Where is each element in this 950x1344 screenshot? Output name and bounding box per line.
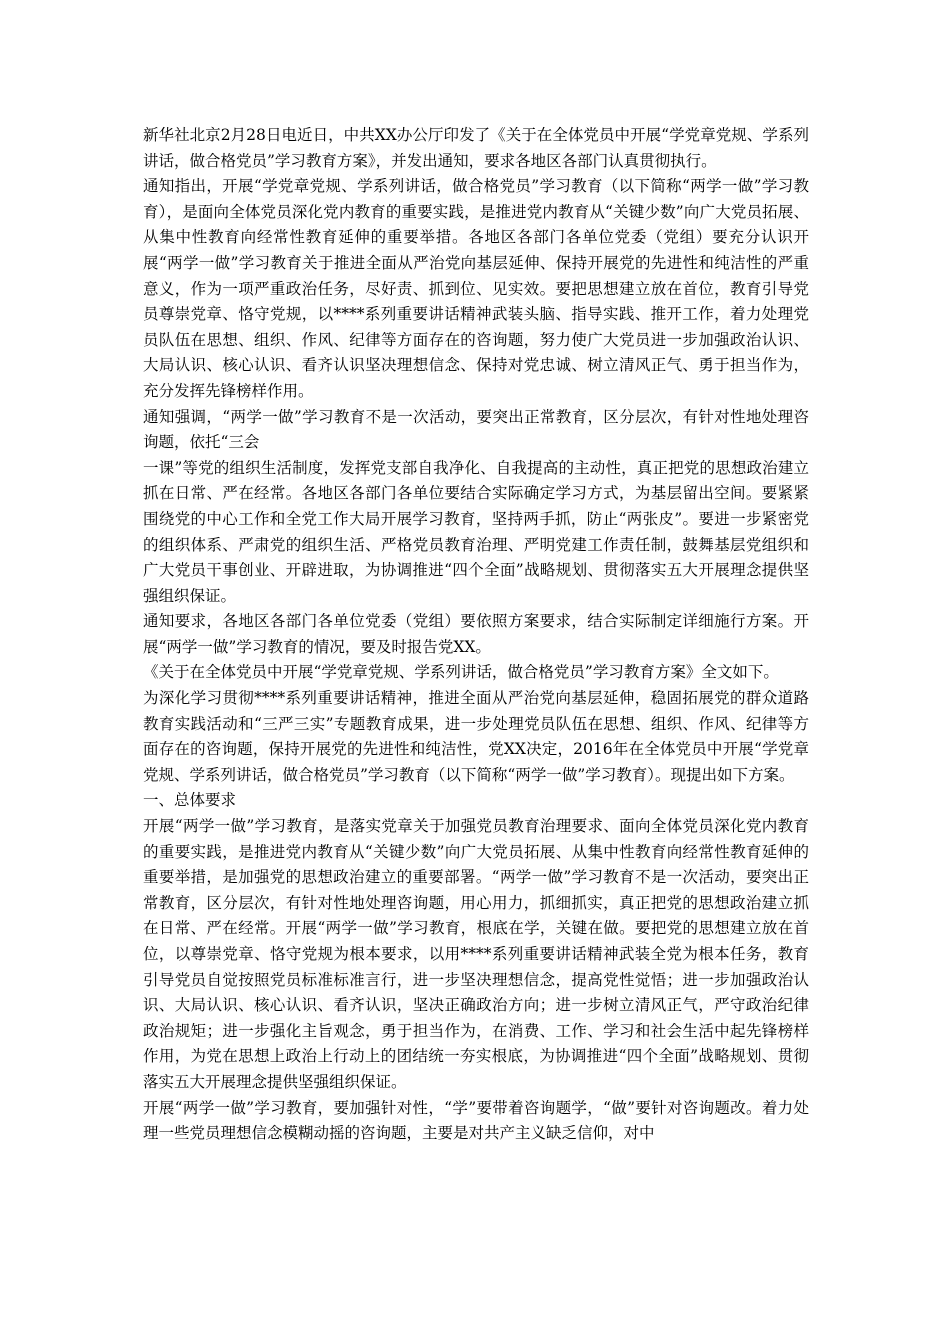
section-heading-general-requirements: 一、总体要求: [143, 791, 237, 810]
paragraph-notice-points: 通知指出，开展“学党章党规、学系列讲话，做合格党员”学习教育（以下简称“两学一做”学习教育），是面向全体党员深化党内教育的重要实践，是推进党内教育从“关键少数”向广大党员拓展、从集中性教育向经常性教育延伸的重要举措。各地区各部门各单位党委（党组）要充分认识开展“两学一做”学习教育关于推进全面从严治党向基层延伸、保持开展党的先进性和纯洁性的严重意义，作为一项严重政治任务，尽好责、抓到位、见实效。要把思想建立放在首位，教育引导党员尊崇党章、恪守党规，以****系列重要讲话精神武装头脑、指导实践、推开工作，着力处理党员队伍在思想、组织、作风、纪律等方面存在的咨询题，努力使广大党员进一步加强政治认识、大局认识、核心认识、看齐认识坚决理想信念、保持对党忠诚、树立清风正气、勇于担当作为，充分发挥先锋榜样作用。: [143, 177, 809, 400]
paragraph-general-requirements: 开展“两学一做”学习教育，是落实党章关于加强党员教育治理要求、面向全体党员深化党内教育的重要实践，是推进党内教育从“关键少数”向广大党员拓展、从集中性教育向经常性教育延伸的重要举措，是加强党的思想政治建立的重要部署。“两学一做”学习教育不是一次活动，要突出正常教育，区分层次，有针对性地处理咨询题，用心用力，抓细抓实，真正把党的思想政治建立抓在日常、严在经常。开展“两学一做”学习教育，根底在学，关键在做。要把党的思想建立放在首位，以尊崇党章、恪守党规为根本要求，以用****系列重要讲话精神武装全党为根本任务，教育引导党员自觉按照党员标准标准言行，进一步坚决理想信念，提高党性觉悟；进一步加强政治认识、大局认识、核心认识、看齐认识，坚决正确政治方向；进一步树立清风正气，严守政治纪律政治规矩；进一步强化主旨观念，勇于担当作为，在消费、工作、学习和社会生活中起先锋榜样作用，为党在思想上政治上行动上的团结统一夯实根底，为协调推进“四个全面”战略规划、贯彻落实五大开展理念提供坚强组织保证。: [143, 817, 809, 1091]
paragraph-notice-emphasis: 通知强调，“两学一做”学习教育不是一次活动，要突出正常教育，区分层次，有针对性地处理咨询题，依托“三会: [143, 407, 809, 452]
document-body: [143, 123, 809, 1147]
paragraph-plan-purpose: 为深化学习贯彻****系列重要讲话精神，推进全面从严治党向基层延伸，稳固拓展党的群众道路教育实践活动和“三严三实”专题教育成果，进一步处理党员队伍在思想、组织、作风、纪律等方面存在的咨询题，保持开展党的先进性和纯洁性，党XX决定，2016年在全体党员中开展“学党章党规、学系列讲话，做合格党员”学习教育（以下简称“两学一做”学习教育）。现提出如下方案。: [143, 689, 809, 784]
paragraph-notice-requirements: 通知要求，各地区各部门各单位党委（党组）要依照方案要求，结合实际制定详细施行方案。开展“两学一做”学习教育的情况，要及时报告党XX。: [143, 612, 809, 656]
paragraph-news-lead: 新华社北京2月28日电近日，中共XX办公厅印发了《关于在全体党员中开展“学党章党规、学系列讲话，做合格党员”学习教育方案》，并发出通知，要求各地区各部门认真贯彻执行。: [143, 126, 809, 170]
paragraph-plan-intro: 《关于在全体党员中开展“学党章党规、学系列讲话，做合格党员”学习教育方案》全文如下。: [143, 663, 779, 682]
paragraph-targeted-learning: 开展“两学一做”学习教育，要加强针对性，“学”要带着咨询题学，“做”要针对咨询题改。着力处理一些党员理想信念模糊动摇的咨询题，主要是对共产主义缺乏信仰，对中: [143, 1098, 809, 1143]
paragraph-notice-emphasis-continued: 一课”等党的组织生活制度，发挥党支部自我净化、自我提高的主动性，真正把党的思想政治建立抓在日常、严在经常。各地区各部门各单位要结合实际确定学习方式，为基层留出空间。要紧紧围绕党的中心工作和全党工作大局开展学习教育，坚持两手抓，防止“两张皮”。要进一步紧密党的组织体系、严肃党的组织生活、严格党员教育治理、严明党建工作责任制，鼓舞基层党组织和广大党员干事创业、开辟进取，为协调推进“四个全面”战略规划、贯彻落实五大开展理念提供坚强组织保证。: [143, 458, 809, 605]
